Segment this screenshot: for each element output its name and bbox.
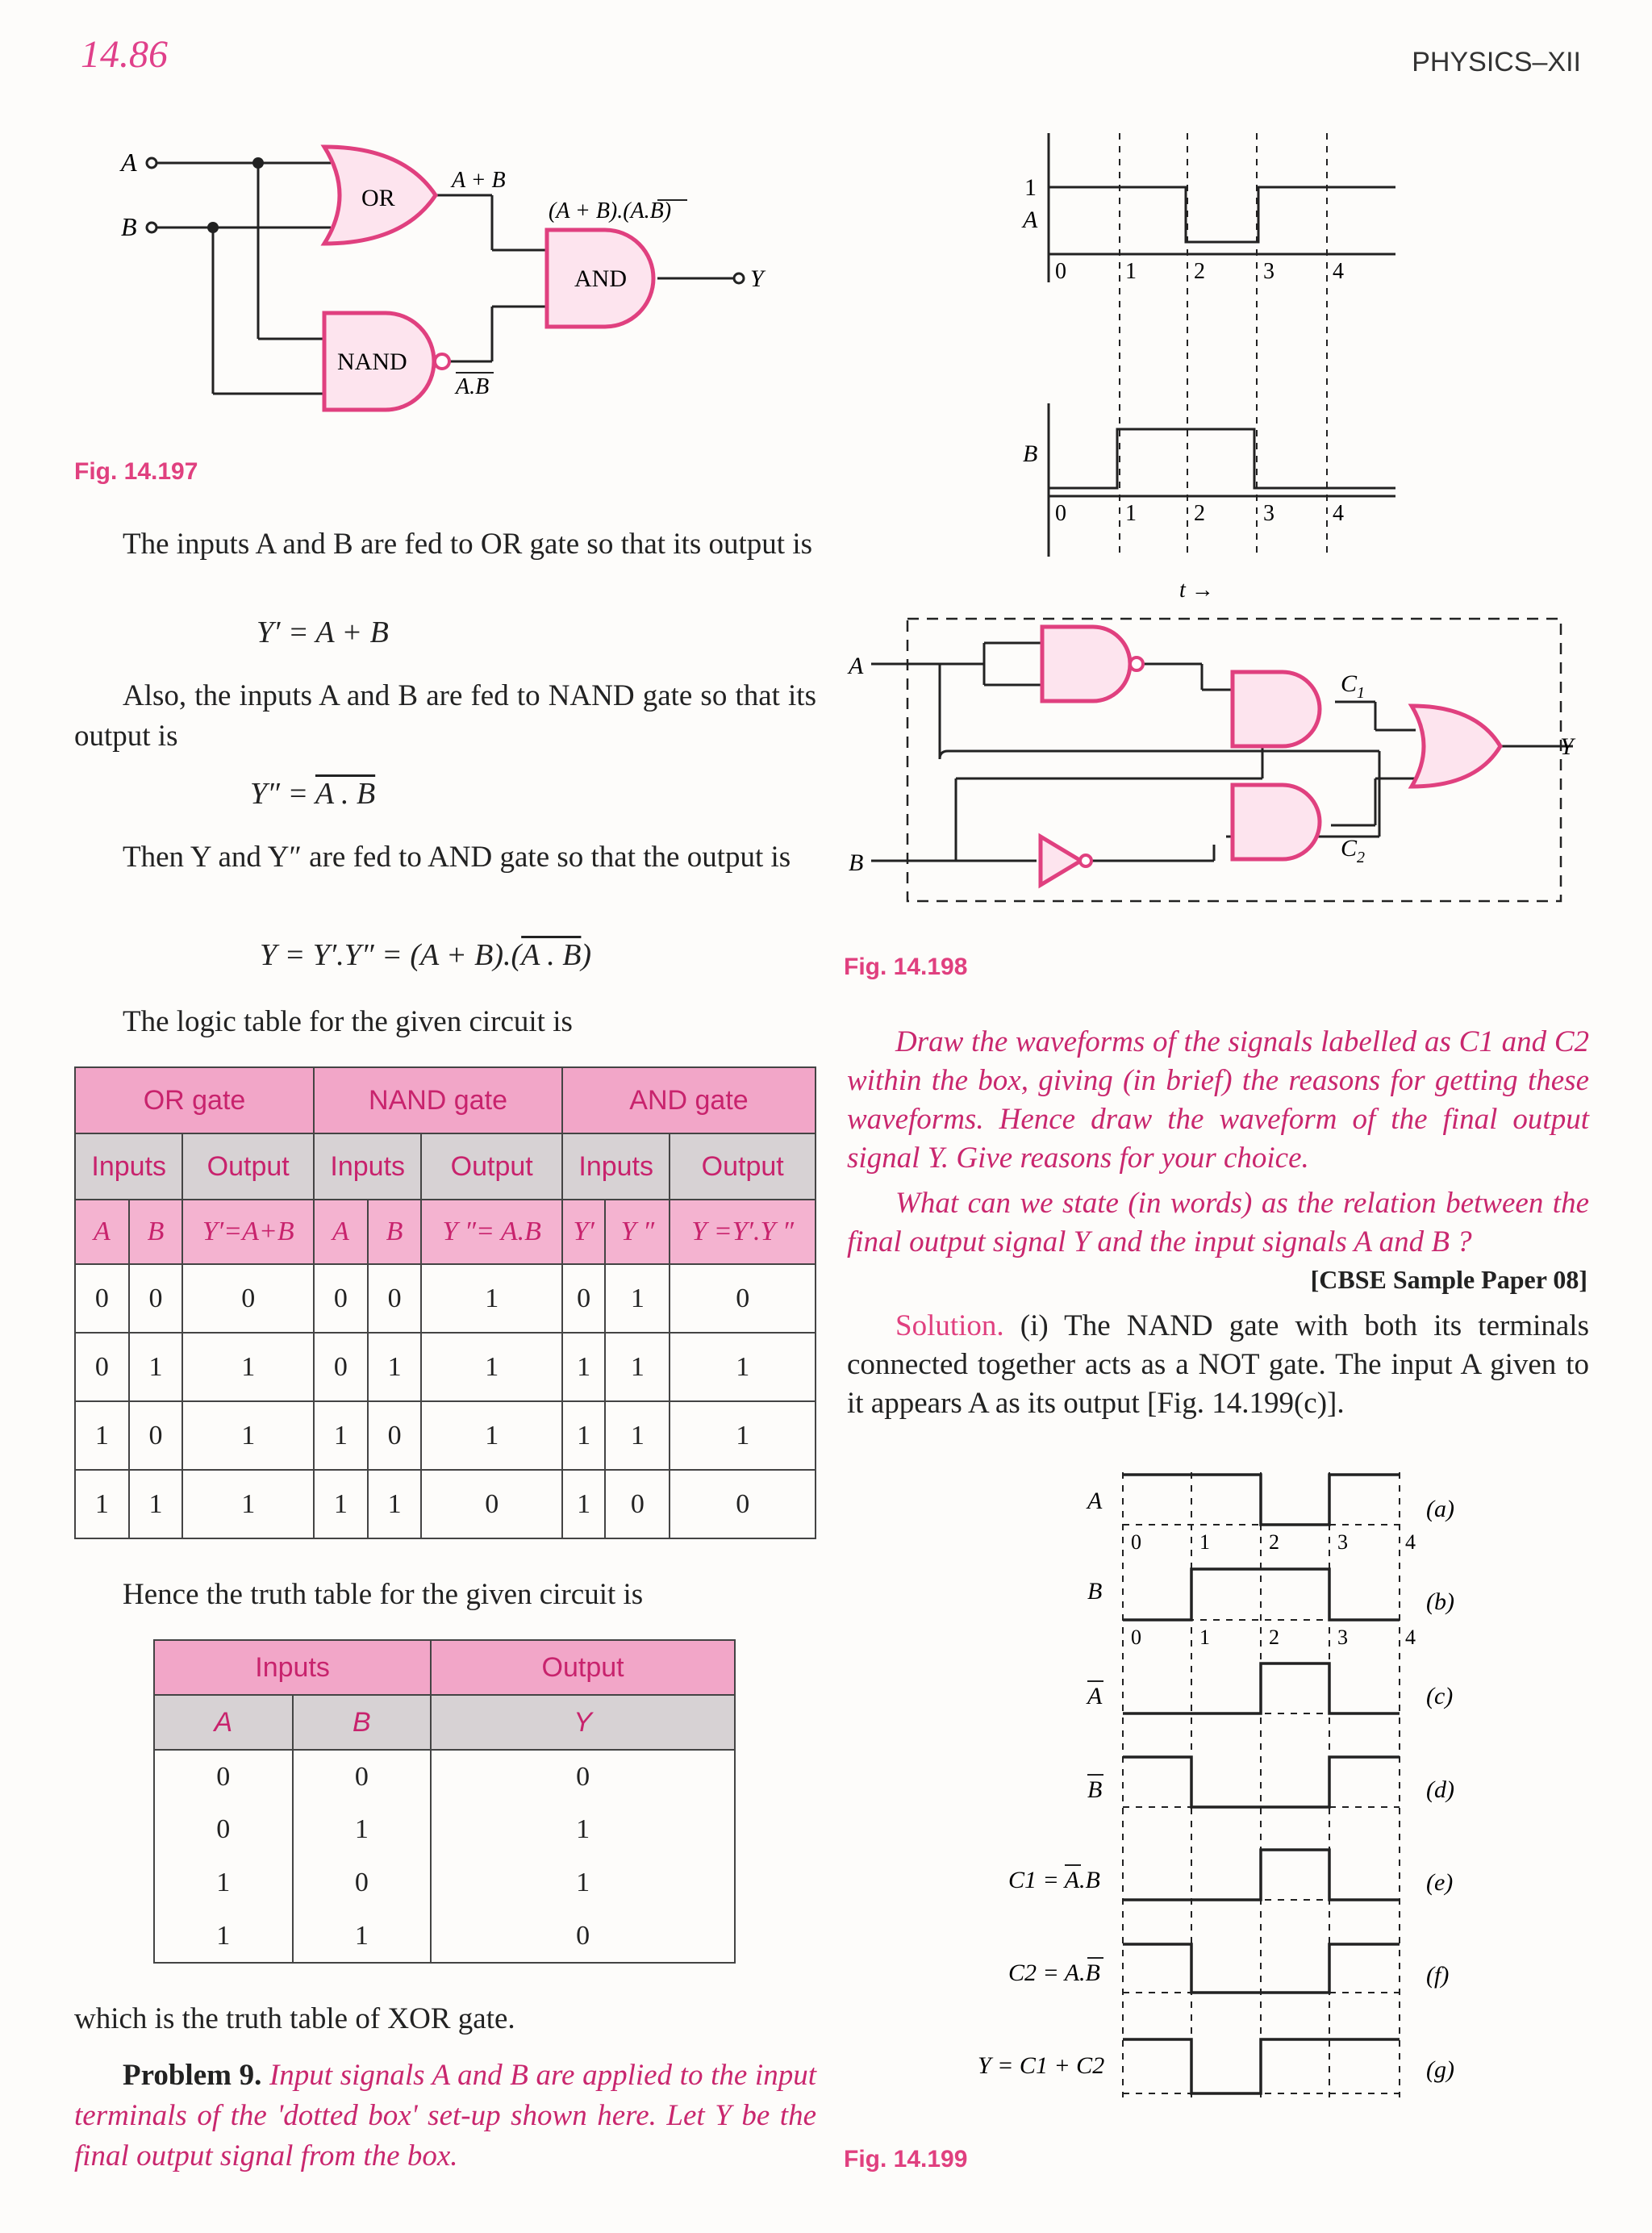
sub-output: Output <box>182 1133 314 1200</box>
cell: 0 <box>368 1401 422 1470</box>
fig199-row-y: Y = C1 + C2 <box>978 2052 1105 2079</box>
tick-label: 0 <box>1055 259 1066 284</box>
c1-label: $C_1$ <box>1341 670 1366 702</box>
cell: 0 <box>129 1264 183 1333</box>
c2-label: $C_2$ <box>1341 835 1366 866</box>
table-row <box>75 1401 816 1470</box>
source-reference: [CBSE Sample Paper 08] <box>1310 1265 1587 1294</box>
table-row <box>75 1333 816 1401</box>
cell: 0 <box>562 1264 605 1333</box>
cell: 1 <box>562 1333 605 1401</box>
para-xor: which is the truth table of XOR gate. <box>74 2002 515 2035</box>
table-row <box>154 1803 735 1856</box>
problem-9-text: Input signals A and B are applied to the input terminals of the 'dotted box' set-up shown here. Let Y be the final output signal from the box. <box>74 2059 816 2172</box>
tick-label: 1 <box>1125 259 1137 284</box>
truth-col-a: A <box>154 1695 293 1750</box>
truth-group-output: Output <box>431 1640 735 1695</box>
cell: 1 <box>421 1333 562 1401</box>
table-row <box>75 1264 816 1333</box>
cell: 1 <box>154 1856 293 1910</box>
cell: 1 <box>605 1264 670 1333</box>
cell: 1 <box>605 1333 670 1401</box>
nand-as-not-gate <box>1042 627 1130 701</box>
cell: 1 <box>314 1470 368 1538</box>
para-truth-table-intro: Hence the truth table for the given circuit is <box>123 1578 644 1611</box>
cell: 0 <box>670 1264 816 1333</box>
fig199-tag-a: (a) <box>1426 1496 1454 1522</box>
waveform-a <box>1049 187 1395 242</box>
col-header: Y′ <box>562 1200 605 1264</box>
solution-label: Solution. <box>895 1309 1004 1342</box>
cell: 0 <box>75 1333 129 1401</box>
fig198-circuit-y: Y <box>1560 733 1574 760</box>
cell: 1 <box>670 1333 816 1401</box>
page-number: 14.86 <box>81 33 168 76</box>
fig-198-caption: Fig. 14.198 <box>844 954 968 980</box>
tick-label: 2 <box>1194 259 1205 284</box>
tick-label: 4 <box>1333 259 1344 284</box>
fig197-and-label: AND <box>574 265 627 292</box>
fig197-label-b: B <box>121 212 137 241</box>
tick-label: 1 <box>1125 501 1137 526</box>
truth-group-inputs: Inputs <box>154 1640 431 1695</box>
cell: 1 <box>431 1803 735 1856</box>
truth-col-b: B <box>293 1695 432 1750</box>
problem-9 <box>74 2056 816 2177</box>
fig197-a-plus-b: A + B <box>452 168 506 193</box>
cell: 1 <box>75 1401 129 1470</box>
cell: 0 <box>368 1264 422 1333</box>
cell: 1 <box>75 1470 129 1538</box>
question-text: Draw the waveforms of the signals labelled as C1 and C2 within the box, giving (in brief) the reasons for getting these waveforms. Hence draw the waveform of the final output signal Y. Give reasons for your choice. <box>847 1025 1589 1175</box>
cell: 1 <box>182 1333 314 1401</box>
cell: 1 <box>421 1401 562 1470</box>
cell: 0 <box>314 1264 368 1333</box>
fig197-output-y: Y <box>750 265 764 292</box>
cell: 0 <box>293 1750 432 1803</box>
para-nand-output: Also, the inputs A and B are fed to NAND gate so that its output is <box>74 679 816 753</box>
col-header: B <box>129 1200 183 1264</box>
fig199-tag-g: (g) <box>1426 2056 1454 2083</box>
fig-197-circuit <box>113 137 807 436</box>
tick-label: 1 <box>1199 1530 1210 1554</box>
tick-label: 3 <box>1263 501 1274 526</box>
tick-label: 0 <box>1131 1530 1141 1554</box>
fig198-circuit-a: A <box>849 653 864 679</box>
col-header: B <box>368 1200 422 1264</box>
tick-label: 1 <box>1199 1626 1210 1649</box>
and-gate-c1 <box>1233 672 1320 746</box>
fig199-row-c2: C2 = A.B <box>1008 1960 1100 1986</box>
cell: 1 <box>605 1401 670 1470</box>
tick-label: 3 <box>1263 259 1274 284</box>
cell: 1 <box>129 1470 183 1538</box>
and-gate-c2 <box>1233 785 1320 859</box>
fig199-tag-f: (f) <box>1426 1962 1450 1989</box>
cell: 0 <box>293 1856 432 1910</box>
cell: 1 <box>182 1470 314 1538</box>
group-nand: NAND gate <box>314 1067 562 1133</box>
fig198-circuit-b: B <box>849 849 864 876</box>
tick-label: 3 <box>1337 1626 1348 1649</box>
cell: 0 <box>431 1750 735 1803</box>
fig-199-caption: Fig. 14.199 <box>844 2146 968 2172</box>
not-gate-b <box>1041 837 1081 885</box>
tick-label: 2 <box>1269 1626 1279 1649</box>
sub-inputs: Inputs <box>75 1133 182 1200</box>
table-row <box>154 1750 735 1803</box>
wave-a <box>1123 1475 1400 1525</box>
sub-inputs: Inputs <box>562 1133 670 1200</box>
cell: 1 <box>431 1856 735 1910</box>
group-and: AND gate <box>562 1067 816 1133</box>
cell: 1 <box>368 1470 422 1538</box>
fig198-one-label: 1 <box>1024 174 1037 201</box>
table-row <box>154 1856 735 1910</box>
group-or: OR gate <box>75 1067 314 1133</box>
eq2-left: Y″ = <box>250 777 315 811</box>
cell: 0 <box>421 1470 562 1538</box>
wave-c1 <box>1123 1850 1400 1900</box>
fig199-row-a: A <box>1087 1488 1103 1514</box>
tick-label: 0 <box>1055 501 1066 526</box>
book-title: PHYSICS–XII <box>1412 47 1581 77</box>
fig199-tag-e: (e) <box>1426 1869 1454 1896</box>
fig198-a-label: A <box>1023 207 1038 233</box>
problem-9-label: Problem 9. <box>123 2059 262 2092</box>
eq3-right: ) <box>581 938 592 972</box>
eq3-bar: A . B <box>521 938 582 972</box>
col-header: A <box>75 1200 129 1264</box>
cell: 0 <box>182 1264 314 1333</box>
cell: 1 <box>182 1401 314 1470</box>
cell: 1 <box>129 1333 183 1401</box>
tick-label: 2 <box>1269 1530 1279 1554</box>
fig197-ab-bar: A.B <box>456 374 490 399</box>
truth-col-y: Y <box>431 1695 735 1750</box>
para-logic-table-intro: The logic table for the given circuit is <box>123 1005 573 1038</box>
fig-199-waveforms <box>968 1460 1468 2106</box>
cell: 0 <box>314 1333 368 1401</box>
table-row <box>75 1470 816 1538</box>
tick-label: 3 <box>1337 1530 1348 1554</box>
cell: 0 <box>75 1264 129 1333</box>
cell: 0 <box>605 1470 670 1538</box>
col-header: Y ″= A.B <box>421 1200 562 1264</box>
sub-output: Output <box>670 1133 816 1200</box>
fig199-tag-c: (c) <box>1426 1683 1454 1709</box>
fig199-row-c1: C1 = A.B <box>1008 1867 1100 1893</box>
fig199-row-b: B <box>1087 1578 1103 1605</box>
fig199-tag-d: (d) <box>1426 1776 1454 1803</box>
col-header: Y′=A+B <box>182 1200 314 1264</box>
fig197-or-label: OR <box>361 185 395 211</box>
wave-y <box>1123 2039 1400 2093</box>
tick-label: 4 <box>1405 1626 1416 1649</box>
col-header: Y =Y′.Y ″ <box>670 1200 816 1264</box>
cell: 1 <box>562 1470 605 1538</box>
fig199-row-a-bar: A <box>1087 1683 1103 1709</box>
cell: 0 <box>670 1470 816 1538</box>
eq3-left: Y = Y′.Y″ = (A + B).( <box>260 938 522 972</box>
eq2-bar: A . B <box>315 777 376 811</box>
para-and-output: Then Y and Y″ are fed to AND gate so that the output is <box>123 841 791 874</box>
sub-output: Output <box>421 1133 562 1200</box>
col-header: A <box>314 1200 368 1264</box>
fig-198-dotted-box <box>847 609 1589 908</box>
cell: 1 <box>293 1910 432 1963</box>
cell: 0 <box>154 1803 293 1856</box>
waveform-b <box>1049 429 1395 488</box>
fig-198-input-waveforms <box>1000 129 1420 605</box>
tick-label: 2 <box>1194 501 1205 526</box>
cell: 0 <box>431 1910 735 1963</box>
cell: 1 <box>368 1333 422 1401</box>
logic-table <box>74 1066 816 1539</box>
cell: 1 <box>562 1401 605 1470</box>
fig199-tag-b: (b) <box>1426 1588 1454 1615</box>
eq-y-prime: Y′ = A + B <box>257 616 389 649</box>
fig197-label-a: A <box>121 148 137 177</box>
sub-inputs: Inputs <box>314 1133 421 1200</box>
truth-table <box>153 1639 736 1964</box>
fig197-expr: (A + B).(A.B) <box>549 198 672 223</box>
wave-a-bar <box>1123 1663 1400 1713</box>
fig-197-caption: Fig. 14.197 <box>74 458 198 485</box>
para-or-output: The inputs A and B are fed to OR gate so that its output is <box>123 528 813 561</box>
col-header: Y ″ <box>605 1200 670 1264</box>
eq-y-final <box>260 937 591 973</box>
cell: 0 <box>154 1750 293 1803</box>
cell: 1 <box>293 1803 432 1856</box>
tick-label: 4 <box>1405 1530 1416 1554</box>
cell: 0 <box>129 1401 183 1470</box>
fig199-row-b-bar: B <box>1087 1776 1103 1803</box>
cell: 1 <box>421 1264 562 1333</box>
fig197-nand-label: NAND <box>337 349 407 375</box>
eq-y-double-prime <box>250 776 375 812</box>
cell: 1 <box>154 1910 293 1963</box>
solution-text: (i) The NAND gate with both its terminals connected together acts as a NOT gate. The input A given to it appears A as its output [Fig. 14.199(c)]. <box>847 1309 1589 1420</box>
fig198-b-label: B <box>1023 440 1038 467</box>
table-row <box>154 1910 735 1963</box>
cell: 1 <box>314 1401 368 1470</box>
tick-label: 0 <box>1131 1626 1141 1649</box>
tick-label: 4 <box>1333 501 1344 526</box>
solution <box>847 1307 1589 1423</box>
question-relation: What can we state (in words) as the relation between the final output signal Y and the input signals A and B ? <box>847 1187 1589 1258</box>
or-gate-y <box>1412 706 1500 787</box>
cell: 1 <box>670 1401 816 1470</box>
fig198-time-label: t → <box>1179 578 1214 603</box>
